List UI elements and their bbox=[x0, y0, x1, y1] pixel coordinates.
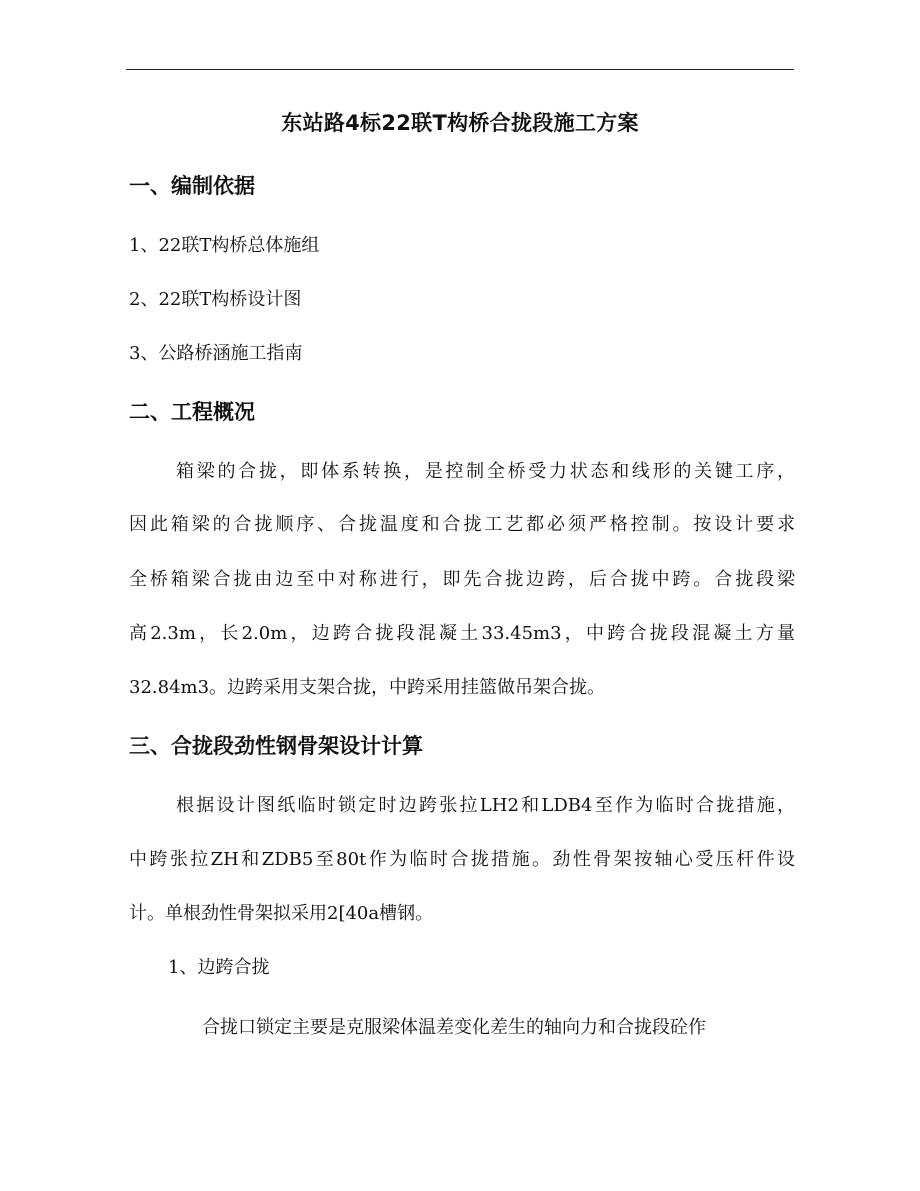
paragraph-line: 计。单根劲性骨架拟采用2[40a槽钢。 bbox=[129, 903, 434, 924]
header-rule bbox=[126, 69, 794, 70]
basis-item: 2、22联T构桥设计图 bbox=[129, 289, 302, 310]
basis-item: 3、公路桥涵施工指南 bbox=[129, 343, 303, 364]
paragraph-line: 根据设计图纸临时锁定时边跨张拉LH2和LDB4至作为临时合拢措施， bbox=[176, 795, 795, 816]
paragraph-line: 高2.3m，长2.0m，边跨合拢段混凝土33.45m3，中跨合拢段混凝土方量 bbox=[129, 623, 795, 644]
section-heading-calculation: 三、合拢段劲性钢骨架设计计算 bbox=[129, 734, 423, 758]
basis-item: 1、22联T构桥总体施组 bbox=[129, 235, 320, 256]
section-heading-basis: 一、编制依据 bbox=[129, 174, 255, 198]
subsection-heading: 1、边跨合拢 bbox=[168, 957, 270, 978]
paragraph-line: 因此箱梁的合拢顺序、合拢温度和合拢工艺都必须严格控制。按设计要求 bbox=[129, 514, 795, 535]
paragraph-line: 合拢口锁定主要是克服梁体温差变化差生的轴向力和合拢段砼作 bbox=[202, 1017, 706, 1038]
paragraph-line: 32.84m3。边跨采用支架合拢，中跨采用挂篮做吊架合拢。 bbox=[129, 677, 606, 698]
section-heading-overview: 二、工程概况 bbox=[129, 400, 255, 424]
paragraph-line: 箱梁的合拢，即体系转换，是控制全桥受力状态和线形的关键工序， bbox=[176, 461, 795, 482]
paragraph-line: 中跨张拉ZH和ZDB5至80t作为临时合拢措施。劲性骨架按轴心受压杆件设 bbox=[129, 849, 795, 870]
paragraph-line: 全桥箱梁合拢由边至中对称进行，即先合拢边跨，后合拢中跨。合拢段梁 bbox=[129, 569, 795, 590]
document-title: 东站路4标22联T构桥合拢段施工方案 bbox=[281, 111, 639, 135]
